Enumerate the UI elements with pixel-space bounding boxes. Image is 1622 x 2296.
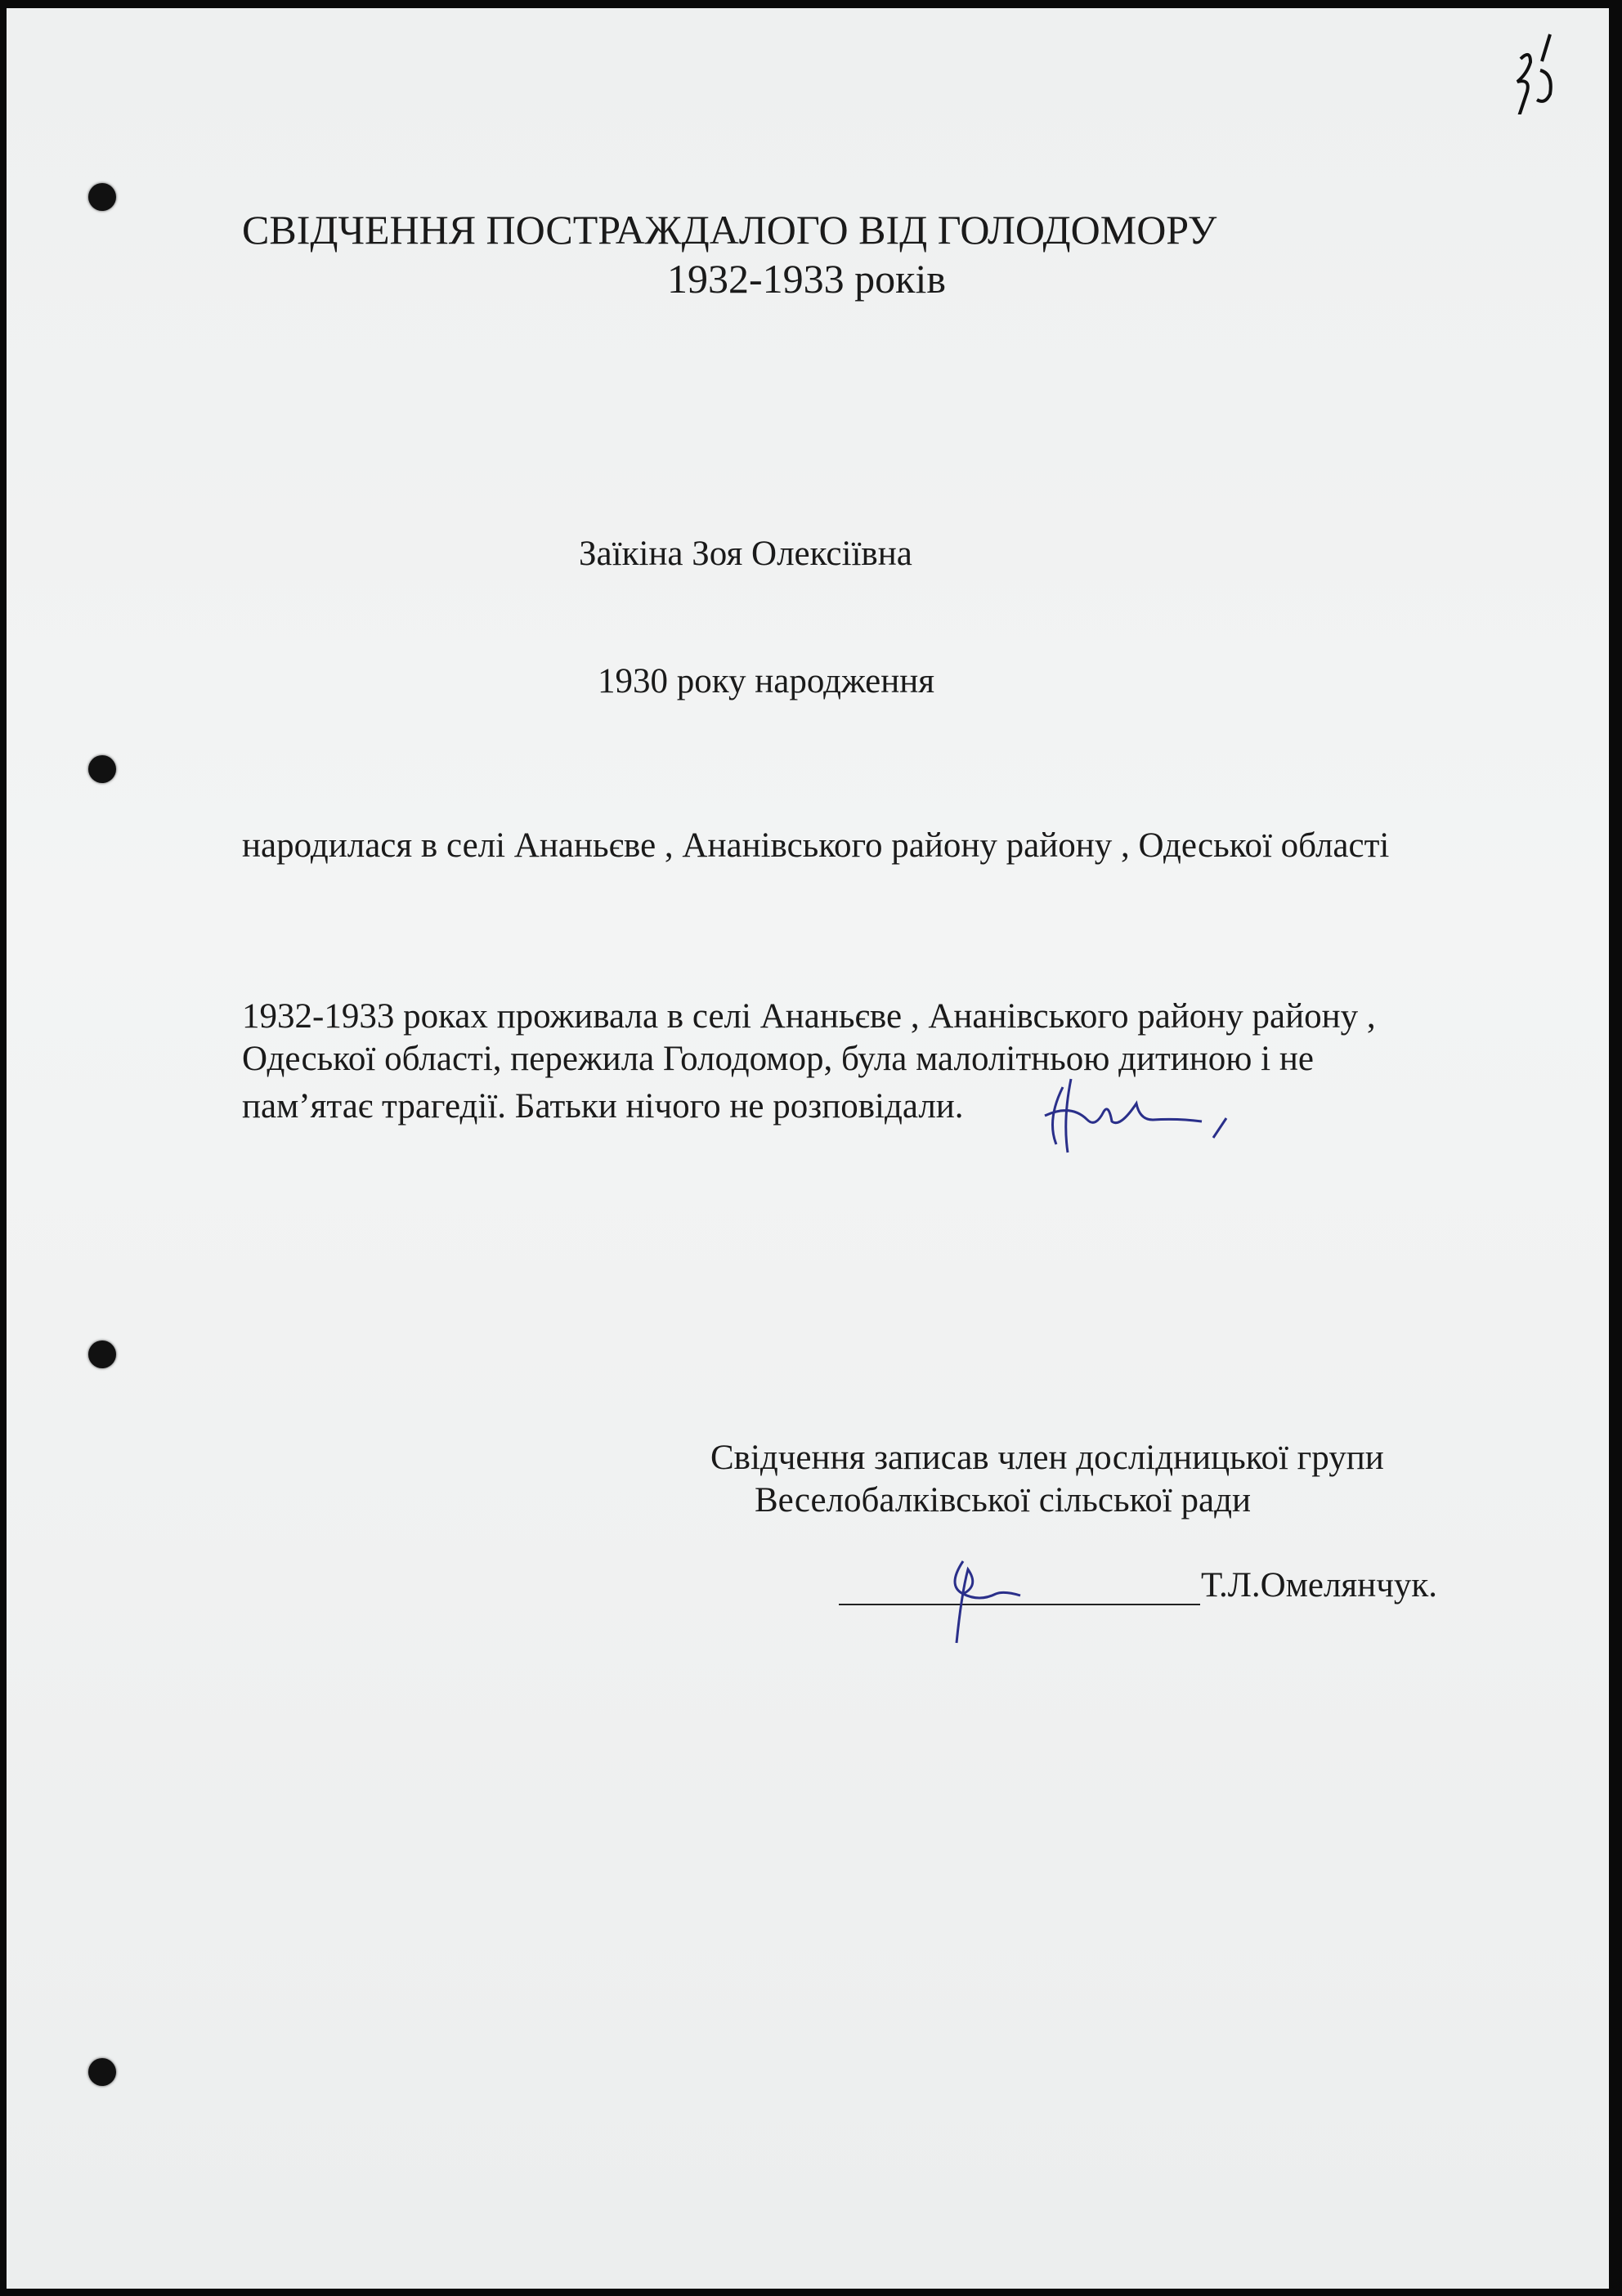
title-line-2: 1932-1933 років	[667, 256, 946, 302]
title-line-1: СВІДЧЕННЯ ПОСТРАЖДАЛОГО ВІД ГОЛОДОМОРУ	[242, 207, 1217, 253]
testimony-line: пам’ятає трагедії. Батьки нічого не розповідали.	[242, 1087, 964, 1126]
recorder-line-1: Свідчення записав член дослідницької групи	[710, 1439, 1384, 1477]
punch-hole	[88, 755, 116, 783]
punch-hole	[88, 1340, 116, 1368]
handwritten-page-number	[1503, 25, 1568, 114]
testimony-line: Одеської області, пережила Голодомор, була малолітньою дитиною і не	[242, 1040, 1314, 1078]
testimony-line: 1932-1933 роках проживала в селі Ананьєве , Ананівського району району ,	[242, 997, 1376, 1036]
witness-name: Заїкіна Зоя Олексіївна	[579, 535, 912, 573]
witness-signature	[1038, 1071, 1284, 1161]
witness-born-place: народилася в селі Ананьєве , Ананівського району району , Одеської області	[242, 826, 1390, 865]
document-page	[7, 8, 1609, 2289]
recorder-signature	[939, 1545, 1037, 1651]
punch-hole	[88, 2058, 116, 2086]
recorder-line-2: Веселобалківської сільської ради	[755, 1481, 1251, 1519]
witness-birth: 1930 року народження	[598, 662, 935, 700]
recorder-name: Т.Л.Омелянчук.	[1201, 1566, 1437, 1605]
punch-hole	[88, 183, 116, 211]
